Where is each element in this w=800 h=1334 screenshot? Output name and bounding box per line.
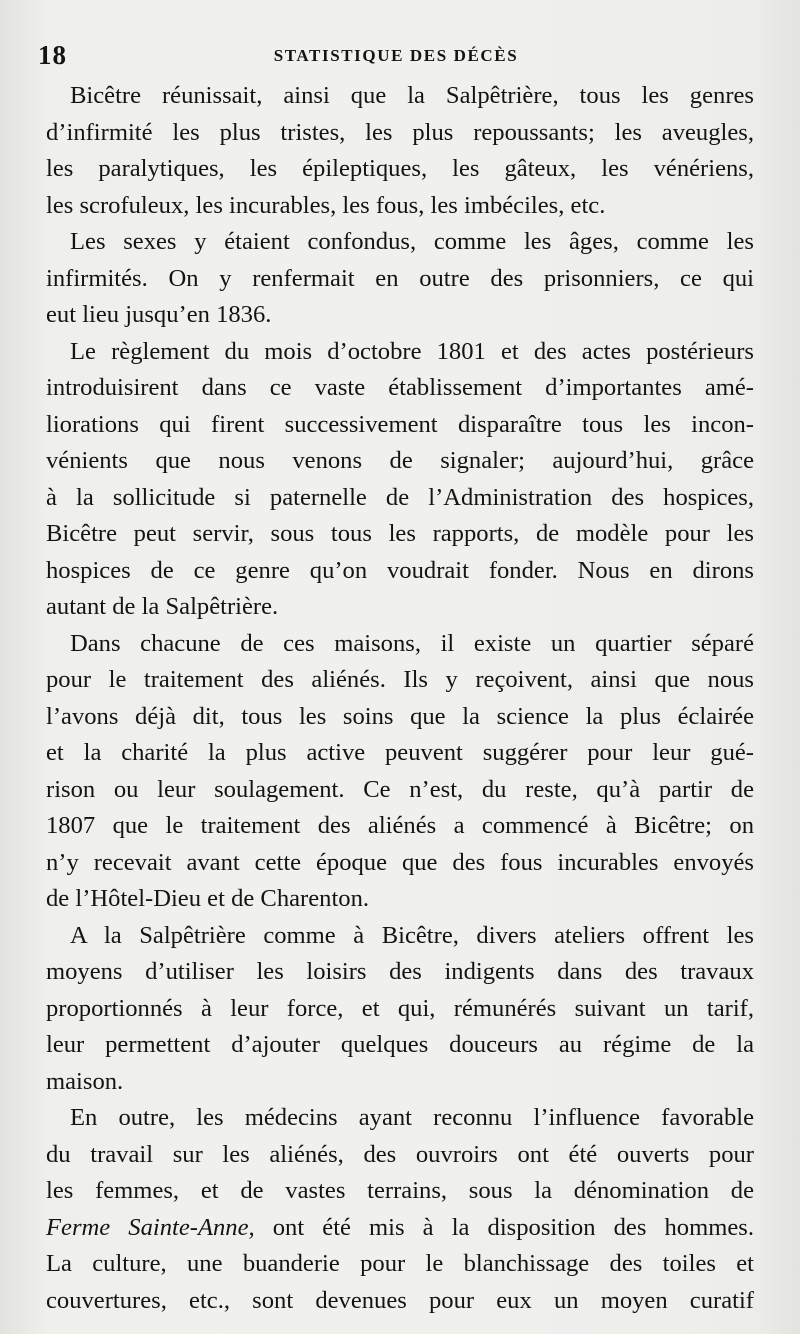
text-line: d’infirmité les plus tristes, les plus repoussants; les aveugles, bbox=[46, 118, 754, 146]
text-line: eut lieu jusqu’en 1836. bbox=[46, 301, 272, 328]
paragraph-5 bbox=[46, 918, 754, 1101]
text-line: l’avons déjà dit, tous les soins que la science la plus éclairée bbox=[46, 702, 754, 730]
text-line: n’y recevait avant cette époque que des fous incurables envoyés bbox=[46, 848, 754, 876]
paragraph-3 bbox=[46, 334, 754, 626]
page-number: 18 bbox=[38, 40, 67, 70]
text-line: introduisirent dans ce vaste établissement d’importantes amé- bbox=[46, 374, 754, 401]
text-line: proportionnés à leur force, et qui, rémunérés suivant un tarif, bbox=[46, 994, 754, 1022]
text-line: En outre, les médecins ayant reconnu l’influence favorable bbox=[70, 1104, 754, 1131]
text-line: Bicêtre réunissait, ainsi que la Salpêtrière, tous les genres bbox=[70, 82, 754, 109]
paragraph-2 bbox=[46, 224, 754, 334]
text-line: liorations qui firent successivement disparaître tous les incon- bbox=[46, 410, 754, 438]
text-line-with-italic-term bbox=[46, 1210, 754, 1247]
text-line: maison. bbox=[46, 1067, 124, 1095]
text-line-rest: ont été mis à la disposition des hommes. bbox=[272, 1213, 754, 1241]
text-line: couvertures, etc., sont devenues pour eux un moyen curatif bbox=[46, 1286, 754, 1314]
italic-term: Ferme Sainte-Anne, bbox=[46, 1213, 255, 1241]
paragraph-4 bbox=[46, 626, 754, 918]
text-line: et la charité la plus active peuvent suggérer pour leur gué- bbox=[46, 739, 754, 766]
text-line: leur permettent d’ajouter quelques douceurs au régime de la bbox=[46, 1031, 754, 1058]
body-text bbox=[46, 78, 754, 1319]
text-line: infirmités. On y renfermait en outre des prisonniers, ce qui bbox=[46, 264, 754, 292]
text-line: autant de la Salpêtrière. bbox=[46, 593, 279, 620]
text-line: de l’Hôtel-Dieu et de Charenton. bbox=[46, 885, 370, 912]
running-title: STATISTIQUE DES DÉCÈS bbox=[273, 46, 519, 65]
text-line: à la sollicitude si paternelle de l’Administration des hospices, bbox=[46, 483, 754, 511]
text-line: Bicêtre peut servir, sous tous les rapports, de modèle pour les bbox=[46, 520, 754, 547]
running-head bbox=[38, 40, 754, 70]
text-line: 1807 que le traitement des aliénés a commencé à Bicêtre; on bbox=[46, 812, 754, 839]
text-line: Le règlement du mois d’octobre 1801 et des actes postérieurs bbox=[70, 337, 754, 365]
text-line: les paralytiques, les épileptiques, les gâteux, les vénériens, bbox=[46, 155, 754, 182]
text-line: rison ou leur soulagement. Ce n’est, du reste, qu’à partir de bbox=[46, 775, 754, 803]
text-line: A la Salpêtrière comme à Bicêtre, divers ateliers offrent les bbox=[70, 921, 754, 949]
text-line: La culture, une buanderie pour le blanchissage des toiles et bbox=[46, 1250, 754, 1277]
text-line: Dans chacune de ces maisons, il existe un quartier séparé bbox=[70, 629, 754, 657]
text-line: les scrofuleux, les incurables, les fous, les imbéciles, etc. bbox=[46, 191, 606, 219]
text-line: hospices de ce genre qu’on voudrait fonder. Nous en dirons bbox=[46, 556, 754, 584]
text-line: pour le traitement des aliénés. Ils y reçoivent, ainsi que nous bbox=[46, 666, 754, 693]
text-line: du travail sur les aliénés, des ouvroirs ont été ouverts pour bbox=[46, 1140, 754, 1168]
text-line: moyens d’utiliser les loisirs des indigents dans des travaux bbox=[46, 958, 754, 985]
text-line: vénients que nous venons de signaler; aujourd’hui, grâce bbox=[46, 447, 754, 474]
text-line: Les sexes y étaient confondus, comme les âges, comme les bbox=[70, 228, 754, 255]
paragraph-1 bbox=[46, 78, 754, 224]
text-line: les femmes, et de vastes terrains, sous la dénomination de bbox=[46, 1177, 754, 1204]
paragraph-6 bbox=[46, 1100, 754, 1319]
